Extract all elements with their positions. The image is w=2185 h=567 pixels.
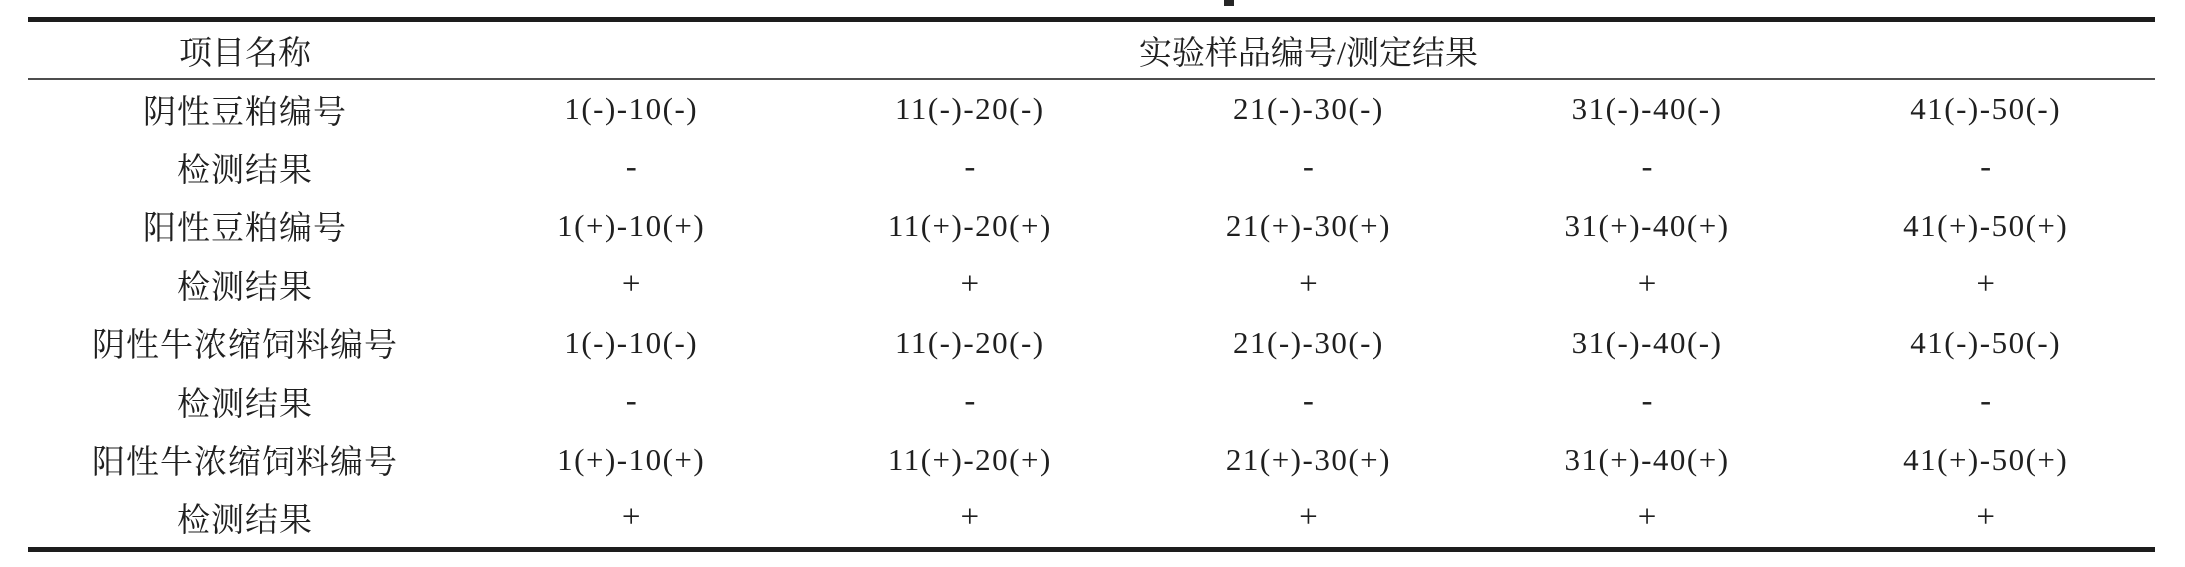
table-row: [28, 197, 2155, 255]
table-cell: -: [625, 382, 637, 419]
table-row: [28, 138, 2155, 196]
row-label: 阳性牛浓缩饲料编号: [91, 445, 398, 482]
table-cell: 41(+)-50(+): [1903, 441, 2069, 477]
table-cell: 21(-)-30(-): [1233, 324, 1384, 360]
table-cell: -: [1980, 382, 1992, 419]
table-row: [28, 372, 2155, 430]
table-cell: 11(+)-20(+): [887, 441, 1052, 477]
table-cell: 11(-)-20(-): [895, 91, 1045, 127]
table-cell: -: [1641, 382, 1653, 419]
table-cell: -: [625, 149, 637, 186]
table-cell: 1(+)-10(+): [557, 207, 706, 243]
table-cell: 1(-)-10(-): [564, 324, 699, 360]
table-cell: 21(+)-30(+): [1225, 441, 1391, 477]
row-label: 检测结果: [176, 503, 313, 540]
table-cell: +: [621, 265, 641, 302]
table-cell: 41(-)-50(-): [1910, 324, 2062, 360]
table-cell: -: [1302, 382, 1314, 419]
detection-results-table: [28, 17, 2155, 552]
table-cell: 31(-)-40(-): [1571, 324, 1723, 360]
table-cell: -: [1980, 149, 1992, 186]
table-cell: 1(-)-10(-): [564, 91, 699, 127]
table-cell: 21(-)-30(-): [1233, 91, 1384, 127]
row-label: 检测结果: [176, 153, 313, 190]
cropped-caption-fragment: [1224, 0, 1234, 6]
row-label: 阴性豆粕编号: [142, 94, 347, 131]
table-cell: +: [1637, 265, 1657, 302]
table-row: [28, 489, 2155, 550]
table-row: [28, 314, 2155, 372]
table-cell: 11(-)-20(-): [895, 324, 1045, 360]
header-project-name: 项目名称: [28, 20, 462, 80]
table-cell: +: [1976, 499, 1995, 536]
table-cell: 41(+)-50(+): [1903, 207, 2069, 243]
table-cell: 1(+)-10(+): [557, 441, 706, 477]
table-cell: 11(+)-20(+): [887, 207, 1052, 243]
table-cell: +: [960, 499, 980, 536]
table-row: [28, 255, 2155, 313]
table-cell: +: [1637, 499, 1657, 536]
table-cell: 31(+)-40(+): [1564, 441, 1730, 477]
table-cell: +: [960, 265, 980, 302]
table-header-row: [28, 20, 2155, 80]
table-cell: +: [1976, 265, 1995, 302]
table-row: [28, 430, 2155, 488]
table-cell: 41(-)-50(-): [1910, 91, 2062, 127]
row-label: 检测结果: [176, 386, 313, 423]
table-cell: -: [964, 149, 976, 186]
row-label: 检测结果: [176, 269, 313, 306]
table-cell: +: [1299, 499, 1318, 536]
table-cell: -: [1641, 149, 1653, 186]
table-cell: 21(+)-30(+): [1225, 207, 1391, 243]
table-cell: +: [621, 499, 641, 536]
row-label: 阳性豆粕编号: [142, 211, 347, 248]
table-cell: -: [1302, 149, 1314, 186]
table-cell: 31(-)-40(-): [1571, 91, 1723, 127]
table-cell: -: [964, 382, 976, 419]
table-cell: 31(+)-40(+): [1564, 207, 1730, 243]
row-label: 阴性牛浓缩饲料编号: [91, 328, 398, 365]
header-sample-results: 实验样品编号/测定结果: [462, 20, 2155, 80]
table-cell: +: [1299, 265, 1318, 302]
table-row: [28, 79, 2155, 138]
